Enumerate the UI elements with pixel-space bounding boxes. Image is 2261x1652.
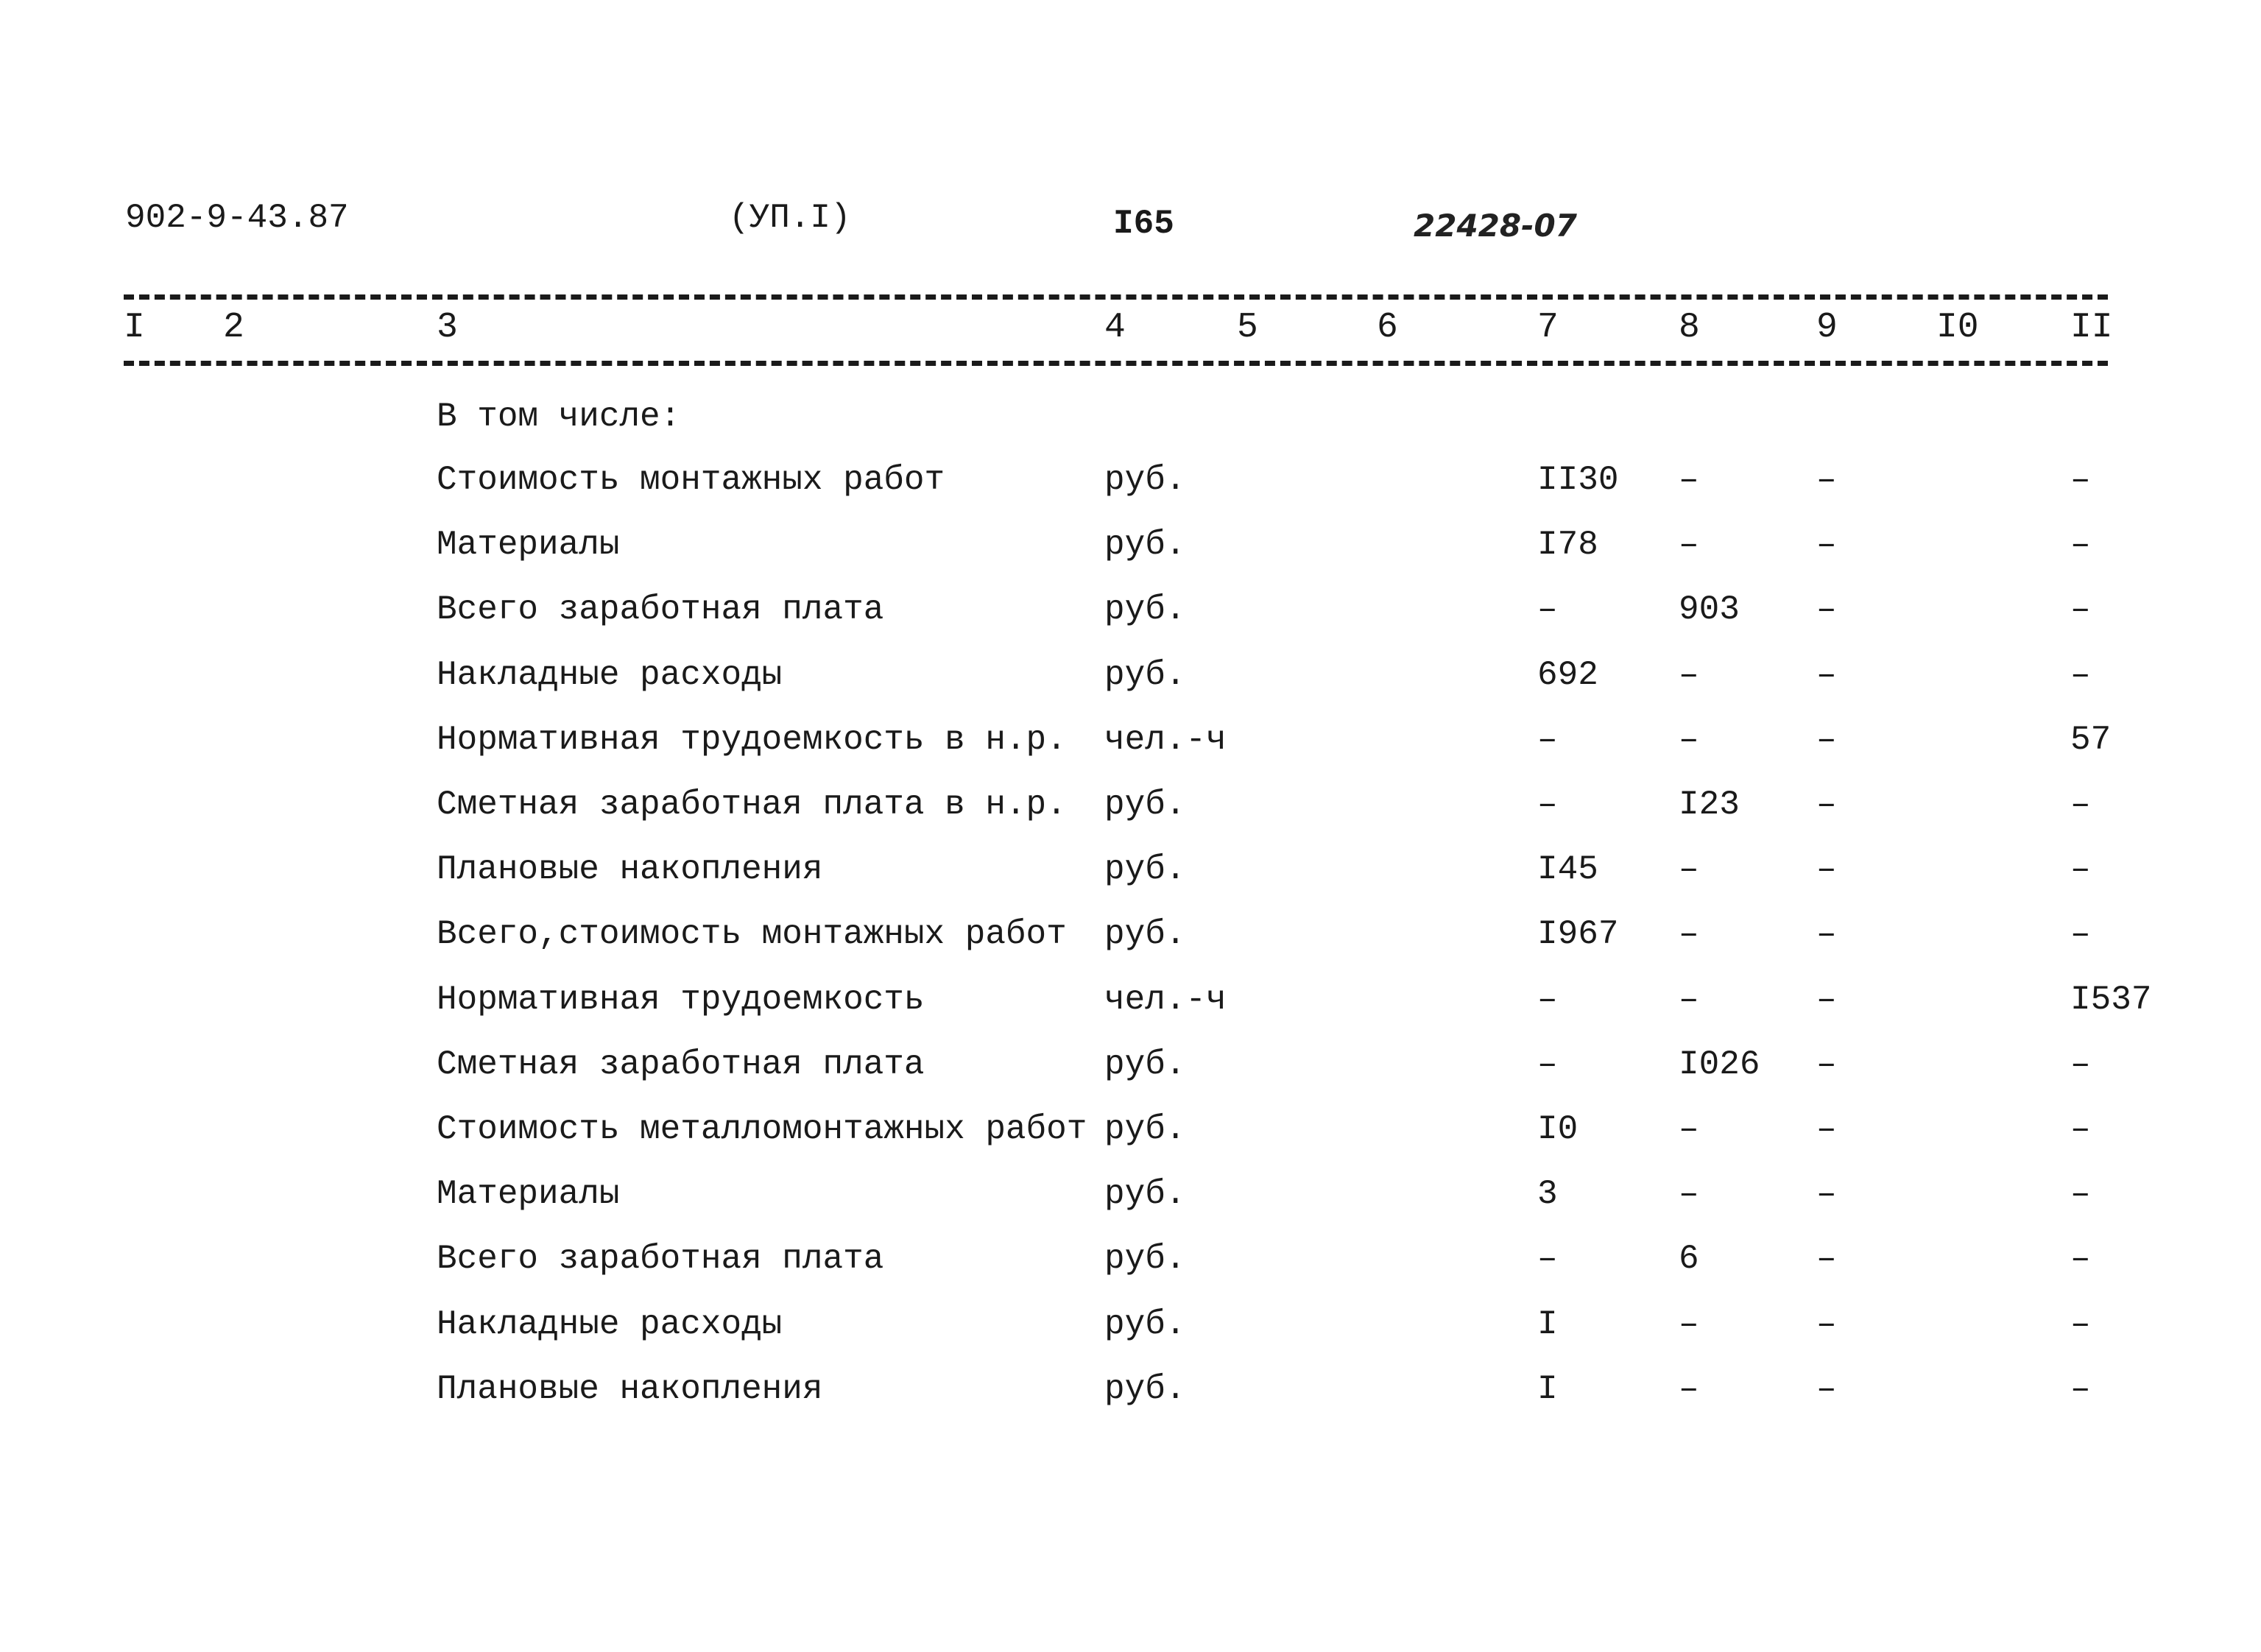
column-number-9: 9 xyxy=(1816,308,1838,347)
row-label: Стоимость металломонтажных работ xyxy=(437,1110,1087,1148)
row-value-col8: 6 xyxy=(1679,1240,1699,1278)
row-unit: чел.-ч xyxy=(1104,721,1227,759)
row-value-col11: – xyxy=(2070,786,2091,824)
row-value-col8: I23 xyxy=(1679,786,1740,824)
row-value-col11: – xyxy=(2070,1045,2091,1084)
row-value-col7: I0 xyxy=(1537,1110,1579,1148)
row-unit: руб. xyxy=(1104,786,1186,824)
row-value-col11: – xyxy=(2070,850,2091,889)
row-value-col7: II30 xyxy=(1537,461,1619,499)
row-value-col11: – xyxy=(2070,1305,2091,1344)
column-number-11: II xyxy=(2070,308,2113,347)
header-bottom-dashed-rule xyxy=(124,361,2108,366)
row-unit: руб. xyxy=(1104,461,1186,499)
column-number-10: I0 xyxy=(1936,308,1979,347)
row-unit: руб. xyxy=(1104,1045,1186,1084)
row-label: Материалы xyxy=(437,526,620,564)
row-value-col8: – xyxy=(1679,656,1699,694)
row-value-col7: – xyxy=(1537,981,1558,1019)
document-code: 902-9-43.87 xyxy=(125,199,349,237)
row-label: Всего заработная плата xyxy=(437,1240,884,1278)
row-unit: руб. xyxy=(1104,1370,1186,1408)
row-value-col9: – xyxy=(1816,1240,1837,1278)
column-number-1: I xyxy=(124,308,145,347)
column-number-7: 7 xyxy=(1537,308,1559,347)
row-value-col9: – xyxy=(1816,656,1837,694)
row-value-col7: I45 xyxy=(1537,850,1598,889)
row-value-col9: – xyxy=(1816,1045,1837,1084)
row-value-col8: – xyxy=(1679,1110,1699,1148)
row-value-col11: – xyxy=(2070,590,2091,629)
row-value-col9: – xyxy=(1816,1370,1837,1408)
row-label: Накладные расходы xyxy=(437,656,783,694)
row-unit: руб. xyxy=(1104,1240,1186,1278)
row-value-col11: 57 xyxy=(2070,721,2112,759)
row-value-col8: I026 xyxy=(1679,1045,1760,1084)
row-value-col8: – xyxy=(1679,721,1699,759)
row-value-col8: – xyxy=(1679,1305,1699,1344)
column-number-5: 5 xyxy=(1237,308,1258,347)
row-value-col11: – xyxy=(2070,526,2091,564)
row-value-col11: – xyxy=(2070,461,2091,499)
row-value-col7: – xyxy=(1537,721,1558,759)
row-value-col11: – xyxy=(2070,915,2091,953)
row-value-col7: – xyxy=(1537,590,1558,629)
row-unit: руб. xyxy=(1104,590,1186,629)
row-label: Плановые накопления xyxy=(437,1370,823,1408)
row-value-col8: – xyxy=(1679,461,1699,499)
row-value-col9: – xyxy=(1816,915,1837,953)
row-value-col7: – xyxy=(1537,1240,1558,1278)
row-value-col7: 3 xyxy=(1537,1175,1558,1213)
handwritten-number: 22428-07 xyxy=(1414,208,1577,244)
row-value-col7: I xyxy=(1537,1305,1558,1344)
row-value-col8: – xyxy=(1679,526,1699,564)
row-value-col11: – xyxy=(2070,1370,2091,1408)
row-value-col8: – xyxy=(1679,915,1699,953)
row-value-col8: – xyxy=(1679,1175,1699,1213)
row-value-col9: – xyxy=(1816,1110,1837,1148)
row-unit: чел.-ч xyxy=(1104,981,1227,1019)
column-number-2: 2 xyxy=(223,308,244,347)
row-label: Материалы xyxy=(437,1175,620,1213)
row-unit: руб. xyxy=(1104,850,1186,889)
row-value-col8: – xyxy=(1679,850,1699,889)
row-label: Стоимость монтажных работ xyxy=(437,461,945,499)
row-label: Нормативная трудоемкость в н.р. xyxy=(437,721,1067,759)
row-value-col9: – xyxy=(1816,786,1837,824)
header-top-dashed-rule xyxy=(124,294,2108,300)
row-value-col11: – xyxy=(2070,1110,2091,1148)
section-intro: В том числе: xyxy=(437,398,681,436)
row-unit: руб. xyxy=(1104,1305,1186,1344)
row-value-col11: I537 xyxy=(2070,981,2152,1019)
row-value-col11: – xyxy=(2070,656,2091,694)
row-value-col11: – xyxy=(2070,1175,2091,1213)
row-label: Всего,стоимость монтажных работ xyxy=(437,915,1067,953)
row-label: Сметная заработная плата xyxy=(437,1045,925,1084)
row-value-col9: – xyxy=(1816,721,1837,759)
row-value-col9: – xyxy=(1816,1175,1837,1213)
row-unit: руб. xyxy=(1104,915,1186,953)
row-unit: руб. xyxy=(1104,526,1186,564)
row-label: Сметная заработная плата в н.р. xyxy=(437,786,1067,824)
row-unit: руб. xyxy=(1104,1110,1186,1148)
row-value-col7: – xyxy=(1537,786,1558,824)
row-value-col8: – xyxy=(1679,1370,1699,1408)
row-unit: руб. xyxy=(1104,656,1186,694)
row-value-col9: – xyxy=(1816,461,1837,499)
row-value-col9: – xyxy=(1816,526,1837,564)
row-value-col11: – xyxy=(2070,1240,2091,1278)
row-unit: руб. xyxy=(1104,1175,1186,1213)
sheet-reference: (УП.I) xyxy=(729,199,851,237)
column-number-4: 4 xyxy=(1104,308,1126,347)
row-label: Нормативная трудоемкость xyxy=(437,981,925,1019)
row-value-col9: – xyxy=(1816,981,1837,1019)
row-value-col7: I967 xyxy=(1537,915,1619,953)
row-label: Накладные расходы xyxy=(437,1305,783,1344)
row-value-col9: – xyxy=(1816,850,1837,889)
column-number-6: 6 xyxy=(1377,308,1398,347)
page-number: I65 xyxy=(1113,205,1174,243)
row-value-col7: – xyxy=(1537,1045,1558,1084)
row-value-col8: – xyxy=(1679,981,1699,1019)
column-number-8: 8 xyxy=(1679,308,1700,347)
column-number-3: 3 xyxy=(437,308,458,347)
row-value-col8: 903 xyxy=(1679,590,1740,629)
row-value-col9: – xyxy=(1816,590,1837,629)
row-value-col7: I xyxy=(1537,1370,1558,1408)
row-label: Плановые накопления xyxy=(437,850,823,889)
row-value-col9: – xyxy=(1816,1305,1837,1344)
row-value-col7: 692 xyxy=(1537,656,1598,694)
row-label: Всего заработная плата xyxy=(437,590,884,629)
row-value-col7: I78 xyxy=(1537,526,1598,564)
